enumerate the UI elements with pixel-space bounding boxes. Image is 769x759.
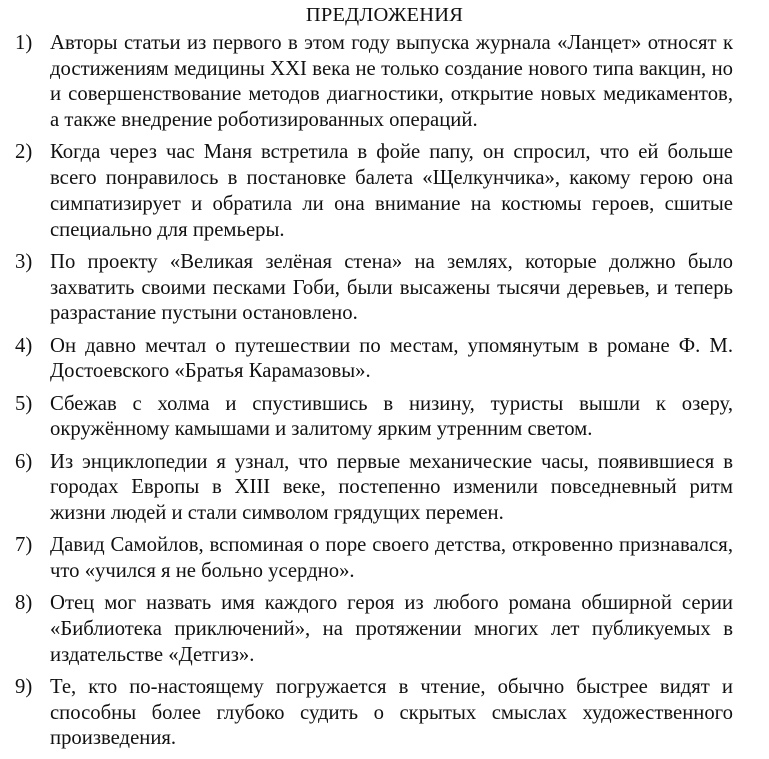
sentence-text: Сбежав с холма и спустившись в низину, туристы вышли к озеру, окружённому камышами и залитому ярким утренним светом. [50, 392, 733, 441]
sentence-item [0, 31, 769, 134]
sentence-item [0, 392, 769, 443]
sentence-text: Те, кто по-настоящему погружается в чтение, обычно быстрее видят и способны более глубоко судить о скрытых смыслах художественного произведения. [50, 675, 733, 750]
sentence-item [0, 675, 769, 752]
sentence-text: Он давно мечтал о путешествии по местам, упомянутым в романе Ф. М. Достоевского «Братья Карамазовы». [50, 334, 733, 383]
sentence-number: 4) [15, 334, 33, 357]
sentence-text: Авторы статьи из первого в этом году выпуска журнала «Ланцет» относят к достижениям медицины XXI века не только создание нового типа вакцин, но и совершенствование методов диагностики, открытие новых медикаментов, а также внедрение роботизированных операций. [50, 32, 733, 132]
sentence-number: 9) [15, 675, 33, 698]
sentence-item [0, 533, 769, 584]
sentence-text: Когда через час Маня встретила в фойе папу, он спросил, что ей больше всего понравилось в постановке балета «Щелкунчика», какому герою она симпатизирует и обратила ли она внимание на костюмы героев, сшитые специально для премьеры. [50, 141, 733, 241]
sentence-text: Давид Самойлов, вспоминая о поре своего детства, откровенно признавался, что «учился я не больно усердно». [50, 534, 733, 582]
sentence-number: 6) [15, 450, 33, 473]
sentence-item [0, 250, 769, 327]
sentence-text: Из энциклопедии я узнал, что первые механические часы, появившиеся в городах Европы в XIII веке, постепенно изменили повседневный ритм жизни людей и стали символом грядущих перемен. [50, 450, 733, 524]
sentence-text: По проекту «Великая зелёная стена» на землях, которые должно было захватить своими песками Гоби, были высажены тысячи деревьев, и теперь разрастание пустыни остановлено. [50, 250, 733, 325]
sentence-item [0, 450, 769, 527]
sentence-item [0, 334, 769, 385]
sentence-number: 1) [15, 32, 33, 54]
sentence-text: Отец мог назвать имя каждого героя из любого романа обширной серии «Библиотека приключений», на протяжении многих лет публикуемых в издательстве «Детгиз». [50, 592, 733, 666]
sentence-number: 3) [15, 250, 33, 273]
sentence-item [0, 591, 769, 668]
sentence-number: 8) [15, 592, 33, 615]
page-title: ПРЕДЛОЖЕНИЯ [305, 4, 464, 26]
sentence-list [0, 31, 769, 759]
sentence-number: 7) [15, 534, 33, 557]
sentence-number: 2) [15, 141, 33, 164]
sentence-item [0, 140, 769, 243]
sentence-number: 5) [15, 392, 33, 415]
